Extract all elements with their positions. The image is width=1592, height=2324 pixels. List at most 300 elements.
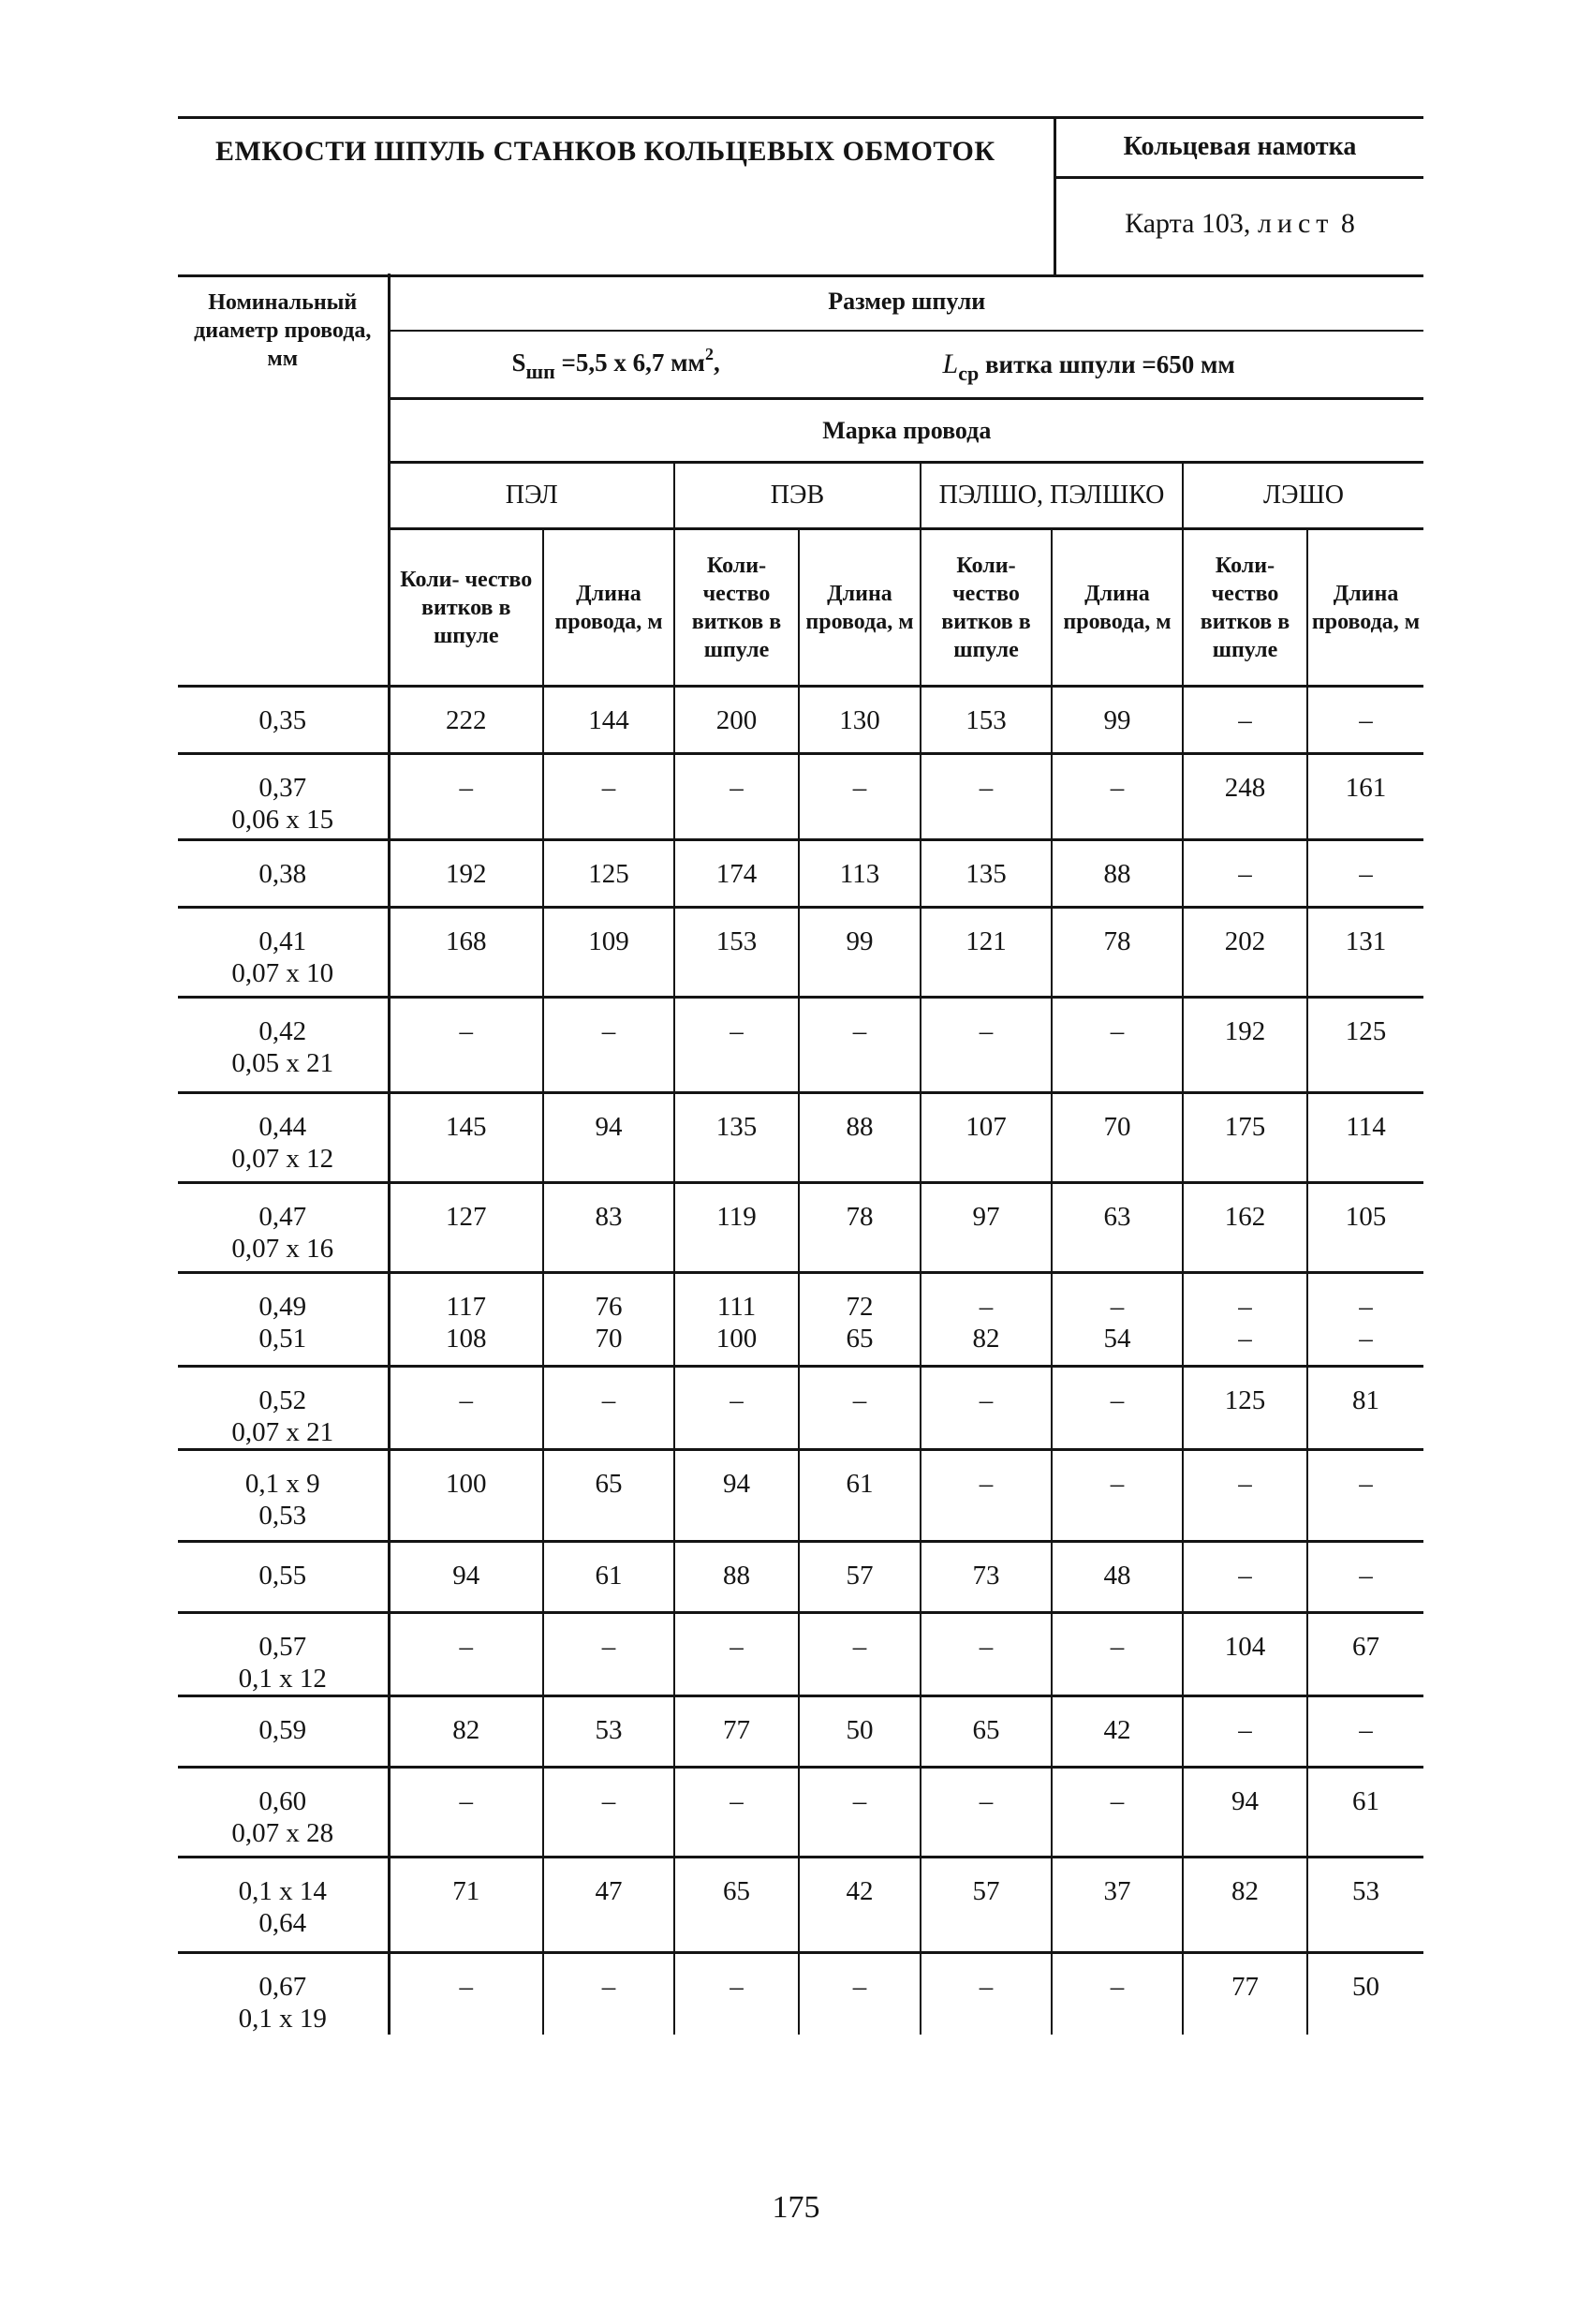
spool-size-header: Размер шпули [389, 274, 1423, 331]
length-cell [543, 1183, 674, 1273]
cell-value: – [852, 773, 867, 803]
length-cell [1307, 1273, 1423, 1367]
length-cell [1307, 1696, 1423, 1768]
cell-value-second: 82 [972, 1324, 1000, 1354]
grade-lesho: ЛЭШО [1183, 463, 1423, 529]
length-cell [1052, 1953, 1183, 2035]
cell-value: – [1110, 1632, 1125, 1662]
cell-value: 109 [588, 926, 629, 956]
cell-value: 153 [966, 705, 1007, 735]
turns-cell [1183, 1696, 1307, 1768]
table-row [178, 1450, 1423, 1542]
card-label: Карта 103, [1125, 208, 1251, 239]
turns-cell [389, 1768, 543, 1858]
cell-value: – [1110, 1972, 1125, 2002]
cell-value: – [979, 1786, 994, 1816]
length-cell [543, 998, 674, 1093]
cell-value: 222 [446, 705, 487, 735]
cell-value: 65 [595, 1469, 623, 1499]
cell-value: – [459, 773, 473, 803]
cell-value: – [1238, 705, 1252, 735]
cell-value: 82 [1231, 1876, 1259, 1906]
turns-cell [674, 687, 799, 754]
diameter-cell [178, 1367, 389, 1450]
length-cell [799, 998, 921, 1093]
turns-cell [389, 1367, 543, 1450]
cell-value: 202 [1224, 926, 1266, 956]
grade-pev: ПЭВ [674, 463, 921, 529]
turns-cell [389, 1858, 543, 1953]
diameter-value: 0,47 [258, 1202, 307, 1232]
cell-value: 127 [446, 1202, 487, 1232]
diameter-value: 0,37 [258, 773, 307, 803]
cell-value: – [730, 1786, 744, 1816]
turns-cell [674, 908, 799, 998]
cell-value: 135 [715, 1112, 758, 1142]
cell-value: – [979, 1385, 994, 1415]
turns-cell [389, 754, 543, 840]
turns-cell [921, 754, 1052, 840]
cell-value: 168 [446, 926, 487, 956]
cell-value: – [1110, 1469, 1125, 1499]
cell-value: – [1359, 859, 1373, 889]
cell-value: – [730, 1385, 744, 1415]
col-turns-header: Коли- чество витков в шпуле [921, 529, 1052, 687]
length-cell [1307, 1367, 1423, 1450]
diameter-alt-value: 0,07 x 16 [231, 1234, 334, 1264]
cell-value-second: – [1238, 1324, 1252, 1354]
cell-value: – [1238, 1469, 1252, 1499]
cell-value: – [852, 1385, 867, 1415]
length-cell [1052, 908, 1183, 998]
length-cell [799, 1367, 921, 1450]
page-header [178, 116, 1423, 277]
cell-value: 42 [1103, 1715, 1131, 1745]
col-length-header: Длина провода, м [799, 529, 921, 687]
length-cell [1052, 1858, 1183, 1953]
length-cell [1307, 908, 1423, 998]
turns-cell [921, 1953, 1052, 2035]
turns-cell [674, 1696, 799, 1768]
length-cell [799, 1093, 921, 1183]
cell-value: – [1359, 1469, 1373, 1499]
diameter-cell [178, 1613, 389, 1696]
col-turns-header: Коли- чество витков в шпуле [1183, 529, 1307, 687]
diameter-value: 0,55 [258, 1561, 307, 1591]
length-cell [1052, 1450, 1183, 1542]
cell-value: 130 [839, 705, 880, 735]
turns-cell [389, 1613, 543, 1696]
page-number: 175 [772, 2190, 820, 2225]
length-cell [543, 908, 674, 998]
turns-cell [674, 1768, 799, 1858]
length-cell [543, 1273, 674, 1367]
turns-cell [921, 1768, 1052, 1858]
cell-value: – [852, 1786, 867, 1816]
turns-cell [389, 840, 543, 908]
cell-value: 73 [972, 1561, 1000, 1591]
turns-cell [1183, 1367, 1307, 1450]
turns-cell [674, 1367, 799, 1450]
cell-value: 94 [1231, 1786, 1259, 1816]
turns-cell [389, 1450, 543, 1542]
turns-cell [921, 1273, 1052, 1367]
cell-value: 105 [1345, 1202, 1387, 1232]
cell-value: 53 [595, 1715, 623, 1745]
cell-value: 144 [588, 705, 629, 735]
page-title: ЕМКОСТИ ШПУЛЬ СТАНКОВ КОЛЬЦЕВЫХ ОБМОТОК [215, 136, 995, 167]
cell-value: 248 [1224, 773, 1266, 803]
col-turns-header: Коли- чество витков в шпуле [389, 529, 543, 687]
cell-value-second: 100 [715, 1324, 758, 1354]
cross-section-area: $S_{шп} =5,5$ x 6,7 $мм^2$, [511, 345, 720, 383]
turns-cell [921, 1450, 1052, 1542]
cell-value: 71 [452, 1876, 480, 1906]
length-cell [1052, 1093, 1183, 1183]
cell-value: – [979, 1292, 994, 1322]
cell-value: 192 [446, 859, 487, 889]
diameter-cell [178, 754, 389, 840]
cell-value: – [979, 773, 994, 803]
cell-value: 121 [966, 926, 1007, 956]
length-cell [1307, 1768, 1423, 1858]
cell-value: 65 [723, 1876, 750, 1906]
cell-value: 77 [723, 1715, 750, 1745]
cell-value: 125 [1224, 1385, 1266, 1415]
turns-cell [921, 1696, 1052, 1768]
cell-value: 72 [846, 1292, 874, 1322]
cell-value: 125 [588, 859, 629, 889]
table-row [178, 1858, 1423, 1953]
diameter-cell [178, 840, 389, 908]
cell-value: 50 [846, 1715, 874, 1745]
cell-value: 37 [1103, 1876, 1131, 1906]
length-cell [543, 1450, 674, 1542]
turns-cell [1183, 754, 1307, 840]
turns-cell [921, 840, 1052, 908]
cell-value: – [1359, 1561, 1373, 1591]
table-row [178, 1273, 1423, 1367]
wire-brand-header: Марка провода [389, 399, 1423, 463]
cell-value: – [730, 1972, 744, 2002]
col-turns-header: Коли- чество витков в шпуле [674, 529, 799, 687]
turns-cell [389, 1273, 543, 1367]
turns-cell [1183, 1858, 1307, 1953]
cell-value: 70 [1103, 1112, 1131, 1142]
diameter-cell [178, 1183, 389, 1273]
length-cell [1052, 1183, 1183, 1273]
diameter-alt-value: 0,1 x 19 [238, 2004, 327, 2034]
cell-value: 104 [1224, 1632, 1266, 1662]
length-cell [543, 1613, 674, 1696]
cell-value: 57 [972, 1876, 1000, 1906]
table-row [178, 1696, 1423, 1768]
cell-value: – [459, 1385, 473, 1415]
cell-value: 63 [1103, 1202, 1131, 1232]
turns-cell [921, 998, 1052, 1093]
turns-cell [921, 687, 1052, 754]
length-cell [1052, 687, 1183, 754]
table-row [178, 1542, 1423, 1613]
sheet-label: лист [1257, 208, 1334, 239]
length-cell [799, 754, 921, 840]
grade-pelsho: ПЭЛШО, ПЭЛШКО [921, 463, 1183, 529]
table-row [178, 1367, 1423, 1450]
table-row [178, 1183, 1423, 1273]
turns-cell [1183, 908, 1307, 998]
cell-value: 100 [446, 1469, 487, 1499]
cell-value: 83 [595, 1202, 623, 1232]
col-length-header: Длина провода, м [543, 529, 674, 687]
length-cell [1052, 1542, 1183, 1613]
diameter-value: 0,1 x 14 [238, 1876, 327, 1906]
cell-value: 94 [452, 1561, 480, 1591]
length-cell [799, 1858, 921, 1953]
cell-value: 94 [595, 1112, 623, 1142]
diameter-value: 0,59 [258, 1715, 307, 1745]
length-cell [1307, 1953, 1423, 2035]
cell-value: 76 [595, 1292, 623, 1322]
diameter-value: 0,44 [258, 1112, 307, 1142]
cell-value: 48 [1103, 1561, 1131, 1591]
diameter-cell [178, 1450, 389, 1542]
length-cell [1307, 687, 1423, 754]
table-row [178, 687, 1423, 754]
table-row [178, 998, 1423, 1093]
cell-value: – [730, 1632, 744, 1662]
cell-value: 88 [1103, 859, 1131, 889]
diameter-cell [178, 1858, 389, 1953]
cell-value: – [979, 1016, 994, 1046]
cell-value: – [979, 1469, 994, 1499]
cell-value: – [1238, 859, 1252, 889]
turns-cell [921, 1183, 1052, 1273]
diameter-cell [178, 908, 389, 998]
length-cell [799, 840, 921, 908]
diameter-cell [178, 1768, 389, 1858]
length-cell [799, 1613, 921, 1696]
length-cell [799, 1273, 921, 1367]
cell-value: – [1238, 1292, 1252, 1322]
diameter-alt-value: 0,51 [258, 1324, 307, 1354]
cell-value: – [459, 1016, 473, 1046]
cell-value: 97 [972, 1202, 1000, 1232]
cell-value: 175 [1224, 1112, 1266, 1142]
diameter-value: 0,38 [258, 859, 307, 889]
turns-cell [674, 1450, 799, 1542]
cell-value: 162 [1224, 1202, 1266, 1232]
cell-value: 94 [723, 1469, 750, 1499]
cell-value: 174 [715, 859, 758, 889]
length-cell [1307, 998, 1423, 1093]
diameter-value: 0,60 [258, 1786, 307, 1816]
cell-value: 77 [1231, 1972, 1259, 2002]
turns-cell [1183, 1093, 1307, 1183]
cell-value: – [601, 1385, 616, 1415]
turns-cell [674, 1542, 799, 1613]
cell-value: 192 [1224, 1016, 1266, 1046]
length-cell [543, 1093, 674, 1183]
cell-value-second: 54 [1103, 1324, 1131, 1354]
cell-value: 81 [1352, 1385, 1380, 1415]
length-cell [1307, 840, 1423, 908]
cell-value: – [852, 1016, 867, 1046]
turns-cell [674, 1953, 799, 2035]
cell-value: – [601, 1632, 616, 1662]
length-cell [543, 1696, 674, 1768]
length-cell [799, 1768, 921, 1858]
turns-cell [921, 908, 1052, 998]
turns-cell [674, 840, 799, 908]
length-cell [1307, 1858, 1423, 1953]
cell-value: – [730, 1016, 744, 1046]
cell-value: 78 [1103, 926, 1131, 956]
cell-value: – [459, 1972, 473, 2002]
turns-cell [674, 1183, 799, 1273]
length-cell [1307, 1183, 1423, 1273]
length-cell [1052, 754, 1183, 840]
cell-value: 113 [839, 859, 880, 889]
turns-cell [921, 1542, 1052, 1613]
diameter-value: 0,52 [258, 1385, 307, 1415]
cell-value: – [459, 1632, 473, 1662]
turns-cell [1183, 1450, 1307, 1542]
turns-cell [674, 998, 799, 1093]
length-cell [543, 840, 674, 908]
length-cell [543, 1367, 674, 1450]
diameter-alt-value: 0,1 x 12 [238, 1664, 327, 1694]
cell-value: – [601, 1786, 616, 1816]
length-cell [1307, 1613, 1423, 1696]
cell-value: 88 [723, 1561, 750, 1591]
cell-value: – [1359, 1292, 1373, 1322]
diameter-value: 0,42 [258, 1016, 307, 1046]
cell-value: – [601, 1972, 616, 2002]
cell-value: – [730, 773, 744, 803]
cell-value: – [1110, 1786, 1125, 1816]
turns-cell [389, 998, 543, 1093]
cell-value: – [1359, 705, 1373, 735]
cell-value: – [1110, 773, 1125, 803]
mean-turn-length: $L_{ср}$ витка шпули =650 мм [942, 348, 1235, 385]
turns-cell [921, 1093, 1052, 1183]
turns-cell [674, 1858, 799, 1953]
cell-value: – [1110, 1292, 1125, 1322]
diameter-cell [178, 687, 389, 754]
length-cell [1052, 1273, 1183, 1367]
cell-value: 99 [1103, 705, 1131, 735]
cell-value: 67 [1352, 1632, 1380, 1662]
cell-value: 99 [846, 926, 874, 956]
cell-value: 42 [846, 1876, 874, 1906]
diameter-alt-value: 0,05 x 21 [231, 1048, 334, 1078]
cell-value: 50 [1352, 1972, 1380, 2002]
diameter-alt-value: 0,07 x 21 [231, 1417, 334, 1447]
diameter-alt-value: 0,07 x 10 [231, 958, 334, 988]
cell-value: 53 [1352, 1876, 1380, 1906]
table-row [178, 1093, 1423, 1183]
spool-capacity-table [178, 274, 1423, 2035]
diameter-cell [178, 1696, 389, 1768]
cell-value: – [979, 1632, 994, 1662]
cell-value: 65 [972, 1715, 1000, 1745]
cell-value: 78 [846, 1202, 874, 1232]
cell-value: 145 [446, 1112, 487, 1142]
table-row [178, 1953, 1423, 2035]
diameter-cell [178, 1953, 389, 2035]
table-row [178, 908, 1423, 998]
length-cell [1052, 1696, 1183, 1768]
turns-cell [1183, 840, 1307, 908]
length-cell [543, 1542, 674, 1613]
table-row [178, 840, 1423, 908]
cell-value: – [852, 1972, 867, 2002]
length-cell [799, 1450, 921, 1542]
length-cell [799, 908, 921, 998]
turns-cell [389, 1093, 543, 1183]
table-row [178, 1613, 1423, 1696]
cell-value: 107 [966, 1112, 1007, 1142]
turns-cell [389, 1953, 543, 2035]
turns-cell [921, 1613, 1052, 1696]
cell-value: 61 [1352, 1786, 1380, 1816]
turns-cell [674, 1273, 799, 1367]
turns-cell [674, 754, 799, 840]
sheet-number: 8 [1340, 208, 1355, 239]
turns-cell [674, 1613, 799, 1696]
cell-value: 88 [846, 1112, 874, 1142]
cell-value: – [459, 1786, 473, 1816]
diameter-value: 0,1 x 9 [244, 1469, 320, 1499]
cell-value: 61 [846, 1469, 874, 1499]
length-cell [1052, 840, 1183, 908]
diameter-value: 0,57 [258, 1632, 307, 1662]
diameter-alt-value: 0,06 x 15 [231, 805, 334, 835]
turns-cell [1183, 1768, 1307, 1858]
diameter-header: Номинальный диаметр провода, мм [178, 274, 389, 687]
length-cell [1307, 1542, 1423, 1613]
cell-value: – [979, 1972, 994, 2002]
cell-value: 111 [716, 1292, 757, 1322]
cell-value: 82 [452, 1715, 480, 1745]
turns-cell [389, 1542, 543, 1613]
length-cell [1307, 1450, 1423, 1542]
col-length-header: Длина провода, м [1307, 529, 1423, 687]
card-reference [1056, 179, 1423, 277]
cell-value: 161 [1345, 773, 1387, 803]
diameter-alt-value: 0,64 [258, 1908, 307, 1938]
grade-pel: ПЭЛ [389, 463, 674, 529]
diameter-cell [178, 998, 389, 1093]
cell-value: 57 [846, 1561, 874, 1591]
cell-value: 125 [1345, 1016, 1387, 1046]
turns-cell [389, 1696, 543, 1768]
length-cell [1307, 754, 1423, 840]
table-row [178, 754, 1423, 840]
diameter-cell [178, 1273, 389, 1367]
diameter-cell [178, 1093, 389, 1183]
cell-value: 61 [595, 1561, 623, 1591]
length-cell [543, 1768, 674, 1858]
cell-value-second: 108 [446, 1324, 487, 1354]
spool-dimensions [389, 331, 1423, 399]
cell-value-second: 65 [846, 1324, 874, 1354]
header-info-block [1054, 119, 1423, 274]
turns-cell [1183, 1183, 1307, 1273]
turns-cell [1183, 1953, 1307, 2035]
length-cell [543, 687, 674, 754]
length-cell [1052, 998, 1183, 1093]
